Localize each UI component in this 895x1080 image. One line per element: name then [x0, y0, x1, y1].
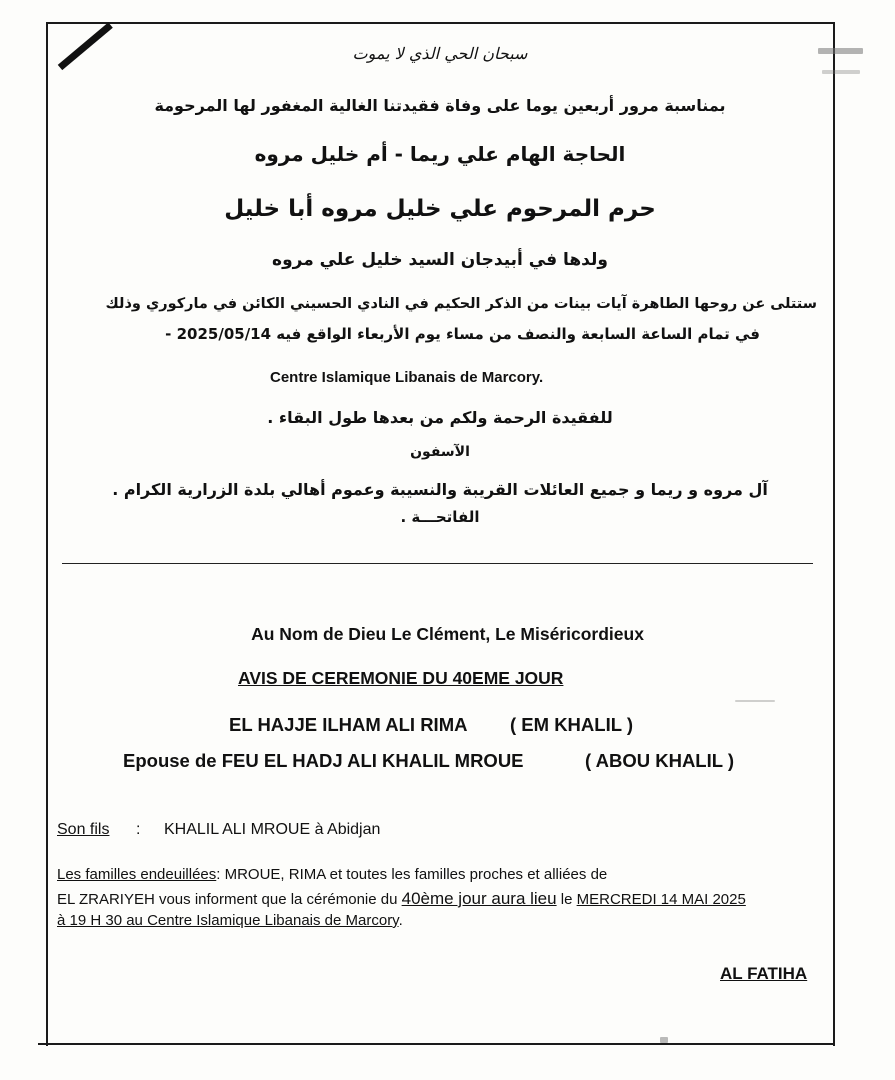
arabic-line-4: ولدها في أبيدجان السيد خليل علي مروه — [272, 250, 608, 270]
scan-speck — [660, 1037, 668, 1043]
scan-speck — [818, 48, 863, 54]
arabic-line-8: الآسفون — [410, 444, 470, 460]
ceremony-time-place: à 19 H 30 au Centre Islamique Libanais de Marcory — [57, 912, 399, 929]
arabic-line-1: بمناسبة مرور أربعين يوما على وفاة فقيدتنا الغالية المغفور لها المرحومة — [154, 96, 726, 115]
section-divider — [62, 563, 813, 564]
arabic-line-5: ستتلى عن روحها الطاهرة آيات بينات من الذكر الحكيم في النادي الحسيني الكائن في ماركوري وذلك — [105, 296, 817, 312]
families-line-3-end: . — [398, 912, 403, 929]
closing-fatiha: AL FATIHA — [720, 964, 808, 983]
centre-name: Centre Islamique Libanais de Marcory. — [270, 369, 544, 386]
arabic-line-3: حرم المرحوم علي خليل مروه أبا خليل — [224, 196, 656, 222]
families-label: Les familles endeuillées — [57, 866, 217, 883]
spouse-line: Epouse de FEU EL HADJ ALI KHALIL MROUE — [123, 750, 524, 771]
french-title: Au Nom de Dieu Le Clément, Le Miséricordieux — [251, 624, 644, 644]
deceased-name: EL HAJJE ILHAM ALI RIMA — [229, 714, 468, 735]
arabic-header: سبحان الحي الذي لا يموت — [352, 44, 528, 63]
bottom-border — [38, 1043, 834, 1045]
arabic-line-9: آل مروه و ريما و جميع العائلات القريبة والنسيبة وعموم أهالي بلدة الزرارية الكرام . — [112, 480, 768, 499]
spouse-nickname: ( ABOU KHALIL ) — [585, 750, 735, 771]
arabic-line-6: في تمام الساعة السابعة والنصف من مساء يوم الأربعاء الواقع فيه 2025/05/14 - — [165, 325, 760, 343]
son-label: Son fils — [57, 821, 110, 838]
ceremony-day: 40ème jour aura lieu — [401, 889, 557, 908]
families-line-2 — [57, 889, 746, 909]
families-line-2a: EL ZRARIYEH vous informent que la cérémonie du — [57, 891, 402, 908]
scan-speck — [735, 700, 775, 702]
scan-speck — [822, 70, 860, 74]
families-line-1 — [57, 866, 817, 883]
arabic-line-10: الفاتحـــة . — [400, 508, 480, 526]
families-line-2c: le — [556, 891, 577, 908]
families-line-3 — [57, 912, 403, 929]
ceremony-subtitle: AVIS DE CEREMONIE DU 40EME JOUR — [238, 668, 564, 688]
son-value: KHALIL ALI MROUE à Abidjan — [164, 821, 381, 838]
families-rest: : MROUE, RIMA et toutes les familles proches et alliées de — [216, 866, 608, 883]
arabic-line-7: للفقيدة الرحمة ولكم من بعدها طول البقاء . — [267, 408, 613, 427]
arabic-line-2: الحاجة الهام علي ريما - أم خليل مروه — [254, 142, 626, 166]
deceased-nickname: ( EM KHALIL ) — [510, 714, 633, 735]
ceremony-date: MERCREDI 14 MAI 2025 — [576, 891, 746, 908]
son-colon: : — [136, 821, 141, 838]
